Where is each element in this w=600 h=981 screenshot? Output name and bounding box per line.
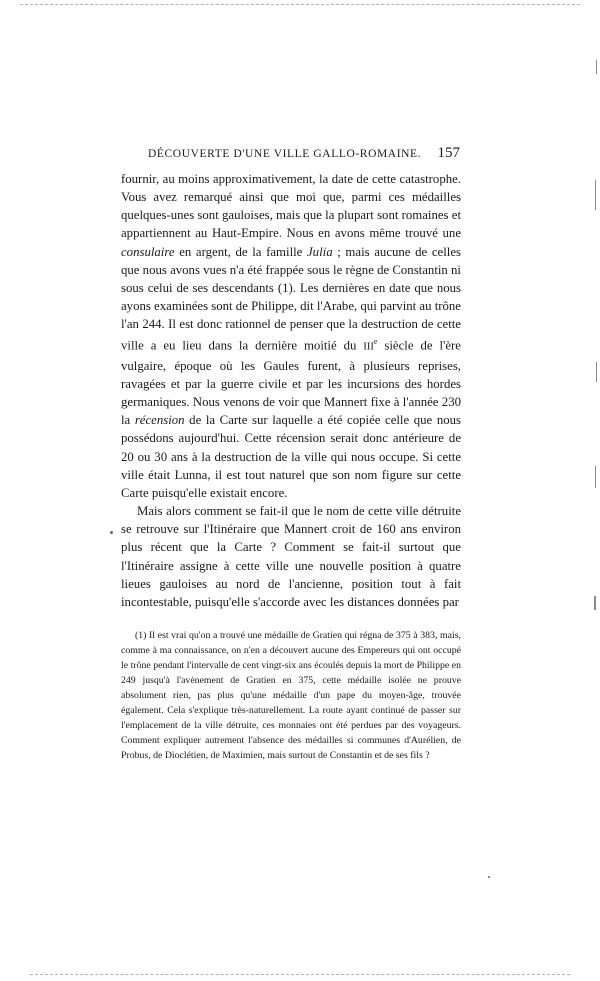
footnote: (1) Il est vrai qu'on a trouvé une médaille de Gratien qui régna de 375 à 383, mais, comme à ma connaissance, on n'en a découvert aucune des Empereurs qui ont occupé le trône pendant l'intervalle de cent vingt-six ans écoulés depuis la mort de Philippe en 249 jusqu'à l'avènement de Gratien en 375, cette médaille isolée ne prouve absolument rien, pas plus qu'une médaille d'un pape du moyen-âge, trouvée également. Cela s'explique très-naturellement. La route ayant continué de passer sur l'emplacement de la ville détruite, ces monnaies ont été perdues par des voyageurs. Comment expliquer autrement l'absence des médailles si communes d'Aurélien, de Probus, de Dioclétien, de Maximien, mais surtout de Constantin et de ses fils ?	[121, 630, 461, 762]
text-run: fournir, au moins approximativement, la date de cette catastrophe. Vous avez remarqué ainsi que moi que, parmi ces médailles quelques-unes sont gauloises, mais que la plupart sont romaines et appartiennent au Haut-Empire. Nous en avons même trouvé une	[121, 172, 461, 241]
scan-edge-mark	[596, 60, 597, 74]
main-text	[121, 170, 461, 611]
superscript: e	[373, 337, 378, 347]
page-number: 157	[437, 145, 460, 161]
text-run: en argent, de la famille	[174, 244, 307, 259]
italic-term: Julia	[307, 244, 333, 259]
ink-speck	[488, 876, 490, 878]
scan-edge-mark	[596, 362, 597, 382]
footnote-block	[121, 628, 461, 763]
ink-speck	[110, 531, 113, 534]
italic-term: consulaire	[121, 244, 175, 259]
italic-term: récension	[134, 413, 185, 428]
scan-edge-mark	[595, 180, 596, 210]
text-run: de la Carte sur laquelle a été copiée celle que nous possédons aujourd'hui. Cette récension serait donc antérieure de 20 ou 30 ans à la destruction de la ville qui nous occupe. Si cette ville était Lunna, il est tout naturel que son nom figure sur cette Carte puisqu'elle existait encore.	[121, 413, 461, 500]
running-title: DÉCOUVERTE D'UNE VILLE GALLO-ROMAINE.	[148, 148, 422, 160]
running-header	[120, 145, 460, 166]
paragraph: Mais alors comment se fait-il que le nom de cette ville détruite se retrouve sur l'Itinéraire que Mannert croit de 160 ans environ plus récent que la Carte ? Comment se fait-il surtout que l'Itinéraire assigne à cette ville une nouvelle position à quatre lieues gauloises au nord de l'ancienne, position tout à fait incontestable, puisqu'elle s'accorde avec les distances données par	[121, 504, 461, 609]
roman-century: III	[363, 341, 374, 353]
scan-edge-mark	[594, 596, 596, 610]
scan-edge-mark	[595, 466, 596, 488]
scan-edge-bottom	[30, 974, 570, 975]
text-run: siècle de l'ère vulgaire, époque où les Gaules furent, à plusieurs reprises, ravagées et par la guerre civile et par les incursions des hordes germaniques. Nous venons de voir que Mannert fixe à l'année 230 la	[121, 338, 461, 428]
paragraph	[121, 170, 461, 502]
text-run: ; mais aucune de celles que nous avons vues n'a été frappée sous le règne de Constantin ni sous celui de ses descendants (1). Les dernières en date que nous ayons examinées sont de Philippe, dit l'Arabe, qui parvint au trône l'an 244. Il est donc rationnel de penser que la destruction de cette ville a eu lieu dans la dernière moitié du	[121, 244, 461, 353]
scan-edge-top	[20, 4, 580, 5]
